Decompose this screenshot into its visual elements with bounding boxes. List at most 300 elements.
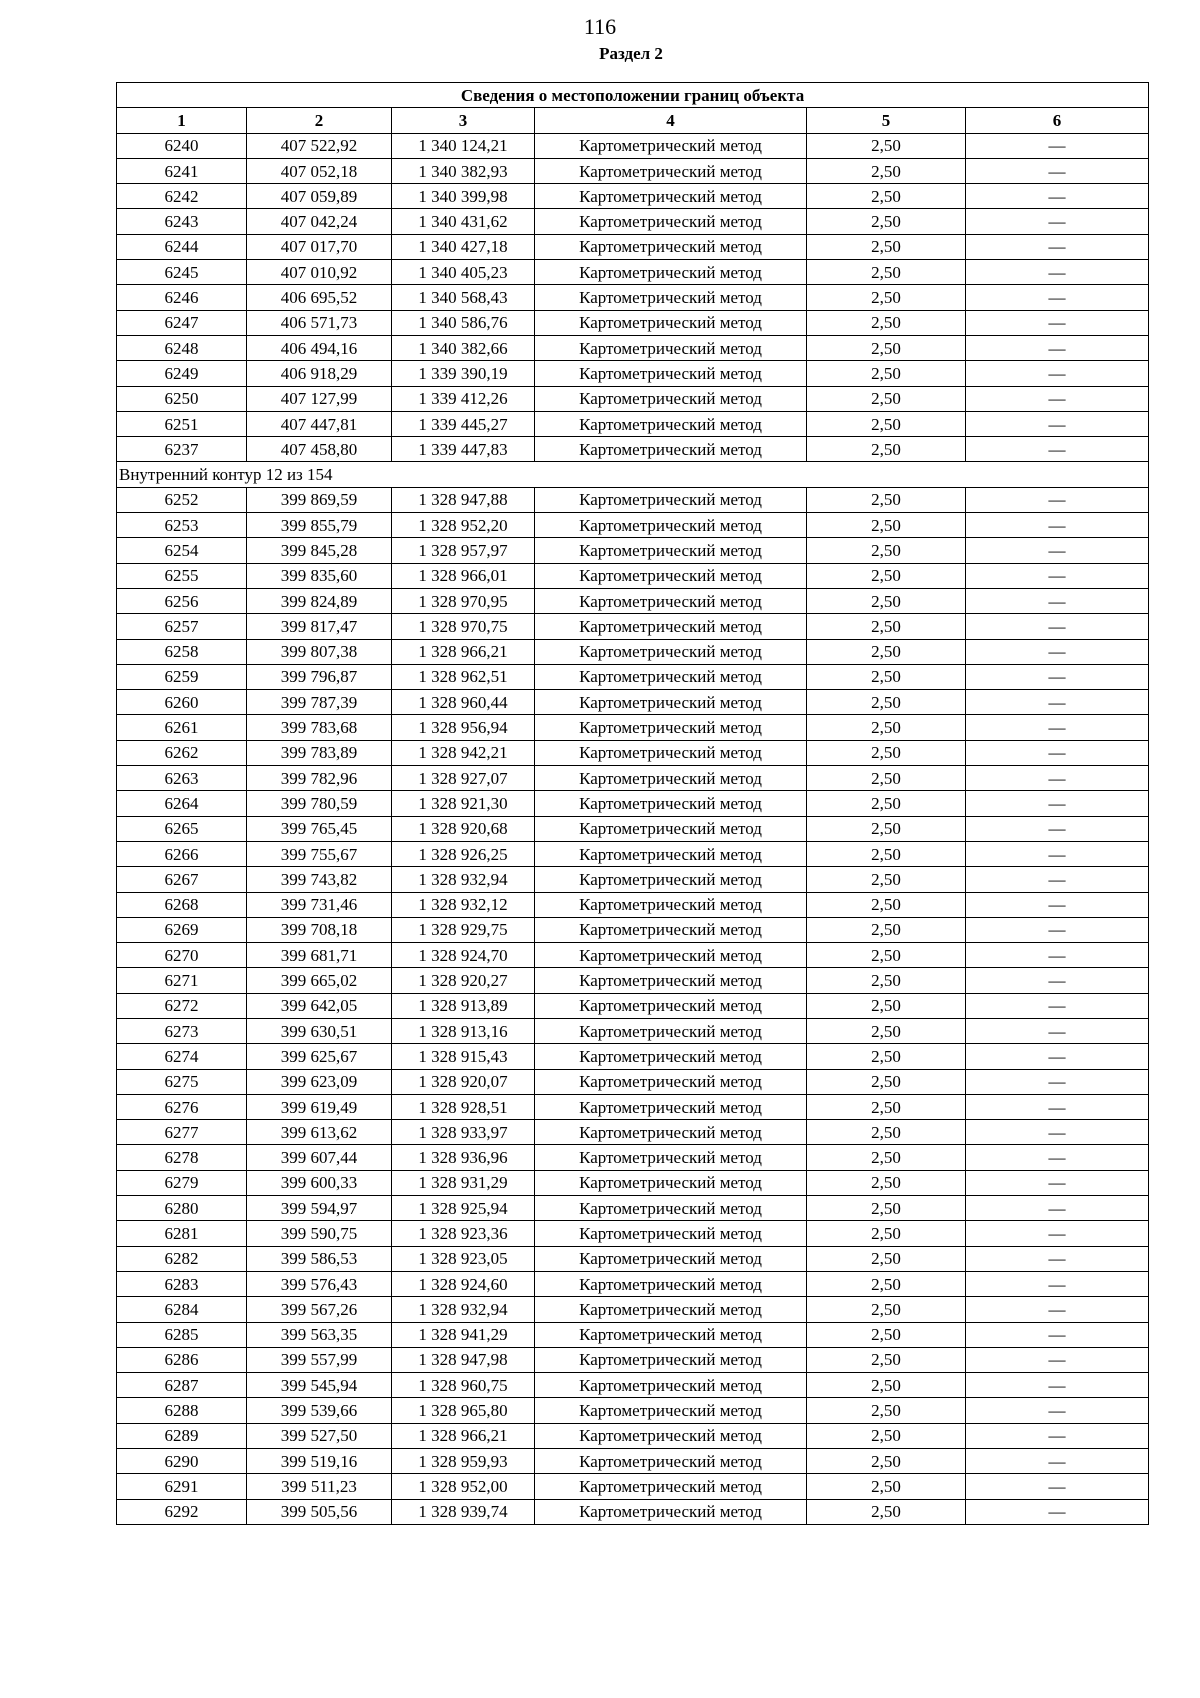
boundaries-table (116, 82, 1149, 1525)
table-cell: 2,50 (807, 361, 966, 386)
table-cell: — (966, 715, 1149, 740)
table-cell: 399 539,66 (247, 1398, 392, 1423)
table-cell: — (966, 867, 1149, 892)
table-cell: Картометрический метод (535, 993, 807, 1018)
table-cell: 1 328 927,07 (392, 766, 535, 791)
table-cell: — (966, 209, 1149, 234)
table-cell: 6280 (117, 1196, 247, 1221)
table-cell: 1 328 928,51 (392, 1094, 535, 1119)
table-cell: 6281 (117, 1221, 247, 1246)
table-cell: 2,50 (807, 184, 966, 209)
table-cell: — (966, 1271, 1149, 1296)
table-cell: 399 613,62 (247, 1120, 392, 1145)
table-cell: 6242 (117, 184, 247, 209)
table-cell: 2,50 (807, 867, 966, 892)
table-cell: Картометрический метод (535, 816, 807, 841)
table-cell: 1 328 932,12 (392, 892, 535, 917)
table-cell: 6276 (117, 1094, 247, 1119)
table-row (117, 1423, 1149, 1448)
table-cell: 6271 (117, 968, 247, 993)
table-cell: 407 059,89 (247, 184, 392, 209)
table-cell: Картометрический метод (535, 1044, 807, 1069)
table-cell: 2,50 (807, 209, 966, 234)
table-cell: — (966, 1221, 1149, 1246)
table-cell: — (966, 513, 1149, 538)
table-cell: 399 743,82 (247, 867, 392, 892)
table-row (117, 1094, 1149, 1119)
table-cell: 399 619,49 (247, 1094, 392, 1119)
table-row (117, 335, 1149, 360)
table-cell: 1 339 445,27 (392, 411, 535, 436)
column-header: 6 (966, 108, 1149, 133)
table-cell: Картометрический метод (535, 1094, 807, 1119)
table-cell: 6249 (117, 361, 247, 386)
table-cell: 6261 (117, 715, 247, 740)
table-cell: 399 824,89 (247, 588, 392, 613)
table-cell: 2,50 (807, 310, 966, 335)
table-cell: 2,50 (807, 437, 966, 462)
table-row (117, 1373, 1149, 1398)
table-cell: 6270 (117, 943, 247, 968)
table-cell: 399 783,89 (247, 740, 392, 765)
table-cell: 6244 (117, 234, 247, 259)
table-cell: 6278 (117, 1145, 247, 1170)
table-cell: Картометрический метод (535, 1120, 807, 1145)
table-cell: 6264 (117, 791, 247, 816)
table-row (117, 791, 1149, 816)
table-cell: 2,50 (807, 1120, 966, 1145)
contour-header-row (117, 462, 1149, 487)
table-cell: Картометрический метод (535, 1018, 807, 1043)
table-cell: 6274 (117, 1044, 247, 1069)
table-cell: Картометрический метод (535, 184, 807, 209)
table-cell: 1 328 924,70 (392, 943, 535, 968)
table-cell: 2,50 (807, 1069, 966, 1094)
table-row (117, 664, 1149, 689)
table-cell: — (966, 766, 1149, 791)
table-cell: 399 783,68 (247, 715, 392, 740)
table-cell: 1 328 966,21 (392, 639, 535, 664)
table-cell: — (966, 1145, 1149, 1170)
table-cell: Картометрический метод (535, 437, 807, 462)
table-cell: 6257 (117, 614, 247, 639)
table-cell: 6246 (117, 285, 247, 310)
table-cell: — (966, 234, 1149, 259)
table-cell: — (966, 184, 1149, 209)
table-cell: 1 328 970,75 (392, 614, 535, 639)
column-header-row (117, 108, 1149, 133)
table-row (117, 411, 1149, 436)
table-cell: 6250 (117, 386, 247, 411)
table-cell: 6284 (117, 1297, 247, 1322)
table-cell: 1 328 932,94 (392, 1297, 535, 1322)
table-cell: Картометрический метод (535, 361, 807, 386)
table-cell: Картометрический метод (535, 639, 807, 664)
table-cell: 2,50 (807, 1322, 966, 1347)
table-cell: 6263 (117, 766, 247, 791)
table-cell: — (966, 943, 1149, 968)
table-cell: 1 328 965,80 (392, 1398, 535, 1423)
table-cell: 399 630,51 (247, 1018, 392, 1043)
table-cell: 399 869,59 (247, 487, 392, 512)
table-cell: 1 340 382,66 (392, 335, 535, 360)
table-cell: 2,50 (807, 411, 966, 436)
table-cell: 399 567,26 (247, 1297, 392, 1322)
table-cell: 399 642,05 (247, 993, 392, 1018)
table-row (117, 1120, 1149, 1145)
table-cell: 399 796,87 (247, 664, 392, 689)
table-cell: 6272 (117, 993, 247, 1018)
table-cell: 2,50 (807, 740, 966, 765)
table-cell: 2,50 (807, 588, 966, 613)
table-cell: 2,50 (807, 487, 966, 512)
table-cell: Картометрический метод (535, 411, 807, 436)
table-cell: 399 665,02 (247, 968, 392, 993)
table-cell: Картометрический метод (535, 943, 807, 968)
table-cell: 2,50 (807, 664, 966, 689)
table-cell: — (966, 917, 1149, 942)
table-cell: 1 328 913,16 (392, 1018, 535, 1043)
table-cell: — (966, 1094, 1149, 1119)
table-cell: 399 545,94 (247, 1373, 392, 1398)
column-header: 3 (392, 108, 535, 133)
table-cell: 2,50 (807, 158, 966, 183)
table-row (117, 690, 1149, 715)
table-cell: 1 340 586,76 (392, 310, 535, 335)
table-cell: 6268 (117, 892, 247, 917)
table-row (117, 816, 1149, 841)
table-cell: Картометрический метод (535, 841, 807, 866)
table-cell: Картометрический метод (535, 1398, 807, 1423)
table-row (117, 310, 1149, 335)
table-cell: — (966, 588, 1149, 613)
table-cell: 6259 (117, 664, 247, 689)
table-row (117, 437, 1149, 462)
table-cell: 2,50 (807, 766, 966, 791)
table-cell: 2,50 (807, 133, 966, 158)
table-row (117, 1069, 1149, 1094)
table-cell: Картометрический метод (535, 158, 807, 183)
table-cell: 1 328 952,00 (392, 1474, 535, 1499)
table-cell: Картометрический метод (535, 791, 807, 816)
table-cell: 1 340 568,43 (392, 285, 535, 310)
table-cell: 2,50 (807, 1373, 966, 1398)
table-cell: — (966, 487, 1149, 512)
table-row (117, 1221, 1149, 1246)
table-row (117, 1499, 1149, 1524)
table-row (117, 892, 1149, 917)
table-cell: Картометрический метод (535, 133, 807, 158)
table-cell: 2,50 (807, 614, 966, 639)
table-row (117, 1246, 1149, 1271)
table-cell: 407 010,92 (247, 260, 392, 285)
table-cell: — (966, 437, 1149, 462)
table-row (117, 184, 1149, 209)
table-cell: 399 590,75 (247, 1221, 392, 1246)
table-cell: 399 519,16 (247, 1449, 392, 1474)
table-row (117, 1297, 1149, 1322)
table-cell: 399 527,50 (247, 1423, 392, 1448)
table-cell: 399 600,33 (247, 1170, 392, 1195)
table-cell: 2,50 (807, 1196, 966, 1221)
table-cell: 399 817,47 (247, 614, 392, 639)
column-header: 4 (535, 108, 807, 133)
table-cell: 6277 (117, 1120, 247, 1145)
table-cell: Картометрический метод (535, 740, 807, 765)
table-row (117, 361, 1149, 386)
table-row (117, 513, 1149, 538)
table-cell: — (966, 816, 1149, 841)
table-cell: 1 340 427,18 (392, 234, 535, 259)
table-cell: Картометрический метод (535, 310, 807, 335)
table-row (117, 386, 1149, 411)
table-cell: 1 339 412,26 (392, 386, 535, 411)
table-cell: 6248 (117, 335, 247, 360)
table-cell: 6241 (117, 158, 247, 183)
table-cell: 399 625,67 (247, 1044, 392, 1069)
table-cell: — (966, 1170, 1149, 1195)
table-cell: 6288 (117, 1398, 247, 1423)
table-row (117, 1018, 1149, 1043)
table-cell: 407 522,92 (247, 133, 392, 158)
table-cell: 399 835,60 (247, 563, 392, 588)
table-cell: 1 328 923,36 (392, 1221, 535, 1246)
table-cell: 6279 (117, 1170, 247, 1195)
table-row (117, 563, 1149, 588)
table-cell: 406 695,52 (247, 285, 392, 310)
table-cell: 399 576,43 (247, 1271, 392, 1296)
table-cell: 2,50 (807, 1145, 966, 1170)
table-cell: — (966, 563, 1149, 588)
table-row (117, 1474, 1149, 1499)
table-cell: 6289 (117, 1423, 247, 1448)
table-cell: 2,50 (807, 715, 966, 740)
table-cell: 399 511,23 (247, 1474, 392, 1499)
table-cell: — (966, 386, 1149, 411)
table-cell: — (966, 1297, 1149, 1322)
table-body (117, 133, 1149, 1524)
table-cell: Картометрический метод (535, 690, 807, 715)
table-cell: 2,50 (807, 1474, 966, 1499)
table-cell: — (966, 1449, 1149, 1474)
table-cell: 2,50 (807, 285, 966, 310)
table-cell: 1 328 941,29 (392, 1322, 535, 1347)
table-cell: 6253 (117, 513, 247, 538)
table-cell: 399 731,46 (247, 892, 392, 917)
table-cell: Картометрический метод (535, 968, 807, 993)
table-cell: 6286 (117, 1347, 247, 1372)
table-cell: 1 328 925,94 (392, 1196, 535, 1221)
table-row (117, 1347, 1149, 1372)
table-cell: 399 780,59 (247, 791, 392, 816)
table-cell: 399 708,18 (247, 917, 392, 942)
table-cell: — (966, 1347, 1149, 1372)
table-cell: Картометрический метод (535, 1322, 807, 1347)
table-cell: 2,50 (807, 1297, 966, 1322)
column-header: 2 (247, 108, 392, 133)
table-cell: Картометрический метод (535, 1170, 807, 1195)
table-cell: 6285 (117, 1322, 247, 1347)
table-cell: 1 328 923,05 (392, 1246, 535, 1271)
table-cell: 1 328 947,98 (392, 1347, 535, 1372)
table-cell: 1 328 933,97 (392, 1120, 535, 1145)
table-row (117, 234, 1149, 259)
table-cell: Картометрический метод (535, 487, 807, 512)
table-row (117, 917, 1149, 942)
table-row (117, 133, 1149, 158)
table-cell: 6256 (117, 588, 247, 613)
table-cell: — (966, 411, 1149, 436)
table-row (117, 1271, 1149, 1296)
table-row (117, 1170, 1149, 1195)
table-cell: 1 340 399,98 (392, 184, 535, 209)
table-cell: 1 328 959,93 (392, 1449, 535, 1474)
table-cell: 2,50 (807, 917, 966, 942)
table-cell: 399 855,79 (247, 513, 392, 538)
table-cell: — (966, 1322, 1149, 1347)
table-cell: 2,50 (807, 1347, 966, 1372)
table-cell: 2,50 (807, 993, 966, 1018)
column-header: 5 (807, 108, 966, 133)
table-cell: — (966, 791, 1149, 816)
table-row (117, 841, 1149, 866)
table-cell: 1 328 942,21 (392, 740, 535, 765)
table-cell: Картометрический метод (535, 1246, 807, 1271)
table-cell: 2,50 (807, 1044, 966, 1069)
table-row (117, 1044, 1149, 1069)
table-cell: 399 681,71 (247, 943, 392, 968)
table-cell: Картометрический метод (535, 1347, 807, 1372)
table-cell: 2,50 (807, 386, 966, 411)
table-cell: 2,50 (807, 1271, 966, 1296)
table-cell: 2,50 (807, 1398, 966, 1423)
table-cell: Картометрический метод (535, 335, 807, 360)
table-cell: 2,50 (807, 1018, 966, 1043)
table-cell: 6267 (117, 867, 247, 892)
table-cell: 1 328 952,20 (392, 513, 535, 538)
table-cell: — (966, 1474, 1149, 1499)
table-cell: 1 328 926,25 (392, 841, 535, 866)
table-cell: Картометрический метод (535, 1474, 807, 1499)
table-cell: 6262 (117, 740, 247, 765)
table-cell: 1 328 924,60 (392, 1271, 535, 1296)
table-cell: 2,50 (807, 943, 966, 968)
table-cell: 1 340 124,21 (392, 133, 535, 158)
table-cell: Картометрический метод (535, 538, 807, 563)
table-cell: Картометрический метод (535, 664, 807, 689)
table-cell: 399 586,53 (247, 1246, 392, 1271)
column-header: 1 (117, 108, 247, 133)
page-number: 116 (583, 14, 617, 39)
table-cell: — (966, 892, 1149, 917)
table-row (117, 614, 1149, 639)
table-cell: 2,50 (807, 1170, 966, 1195)
table-cell: 399 755,67 (247, 841, 392, 866)
table-cell: 399 787,39 (247, 690, 392, 715)
table-cell: — (966, 690, 1149, 715)
table-cell: 6255 (117, 563, 247, 588)
table-cell: 1 328 920,68 (392, 816, 535, 841)
table-cell: Картометрический метод (535, 1271, 807, 1296)
table-cell: 407 017,70 (247, 234, 392, 259)
table-cell: — (966, 158, 1149, 183)
table-cell: Картометрический метод (535, 1423, 807, 1448)
table-cell: 2,50 (807, 1449, 966, 1474)
table-cell: — (966, 260, 1149, 285)
table-cell: 6275 (117, 1069, 247, 1094)
table-cell: Картометрический метод (535, 285, 807, 310)
table-cell: 6240 (117, 133, 247, 158)
table-cell: 6265 (117, 816, 247, 841)
table-row (117, 1449, 1149, 1474)
table-cell: — (966, 614, 1149, 639)
table-cell: — (966, 538, 1149, 563)
table-cell: 407 052,18 (247, 158, 392, 183)
table-cell: 1 328 947,88 (392, 487, 535, 512)
table-cell: 1 328 913,89 (392, 993, 535, 1018)
table-cell: — (966, 1373, 1149, 1398)
contour-label: Внутренний контур 12 из 154 (117, 462, 1149, 487)
table-cell: 1 328 915,43 (392, 1044, 535, 1069)
table-cell: — (966, 639, 1149, 664)
table-cell: Картометрический метод (535, 917, 807, 942)
table-cell: 2,50 (807, 1094, 966, 1119)
table-cell: — (966, 993, 1149, 1018)
table-cell: — (966, 1044, 1149, 1069)
table-cell: 399 594,97 (247, 1196, 392, 1221)
table-cell: 399 782,96 (247, 766, 392, 791)
table-row (117, 867, 1149, 892)
table-cell: 6282 (117, 1246, 247, 1271)
table-cell: Картометрический метод (535, 563, 807, 588)
table-cell: 399 623,09 (247, 1069, 392, 1094)
table-cell: 2,50 (807, 563, 966, 588)
table-row (117, 715, 1149, 740)
table-cell: 2,50 (807, 1423, 966, 1448)
table-cell: — (966, 1246, 1149, 1271)
table-cell: 2,50 (807, 1246, 966, 1271)
table-cell: 2,50 (807, 841, 966, 866)
table-cell: Картометрический метод (535, 614, 807, 639)
table-cell: 6243 (117, 209, 247, 234)
table-cell: Картометрический метод (535, 234, 807, 259)
table-cell: — (966, 310, 1149, 335)
table-cell: 399 845,28 (247, 538, 392, 563)
table-row (117, 943, 1149, 968)
table-cell: Картометрический метод (535, 588, 807, 613)
table-caption: Сведения о местоположении границ объекта (117, 83, 1149, 108)
table-cell: Картометрический метод (535, 766, 807, 791)
table-row (117, 209, 1149, 234)
table-cell: Картометрический метод (535, 1069, 807, 1094)
table-cell: 399 557,99 (247, 1347, 392, 1372)
table-cell: 399 505,56 (247, 1499, 392, 1524)
table-cell: 407 127,99 (247, 386, 392, 411)
table-cell: — (966, 1120, 1149, 1145)
table-cell: 1 339 390,19 (392, 361, 535, 386)
table-cell: 6237 (117, 437, 247, 462)
table-cell: 406 571,73 (247, 310, 392, 335)
table-cell: — (966, 1018, 1149, 1043)
table-cell: 1 328 929,75 (392, 917, 535, 942)
section-title: Раздел 2 (599, 44, 663, 63)
table-cell: 399 563,35 (247, 1322, 392, 1347)
table-cell: 1 328 936,96 (392, 1145, 535, 1170)
table-cell: 1 328 966,21 (392, 1423, 535, 1448)
table-cell: 2,50 (807, 538, 966, 563)
table-cell: Картометрический метод (535, 1145, 807, 1170)
table-cell: Картометрический метод (535, 1373, 807, 1398)
